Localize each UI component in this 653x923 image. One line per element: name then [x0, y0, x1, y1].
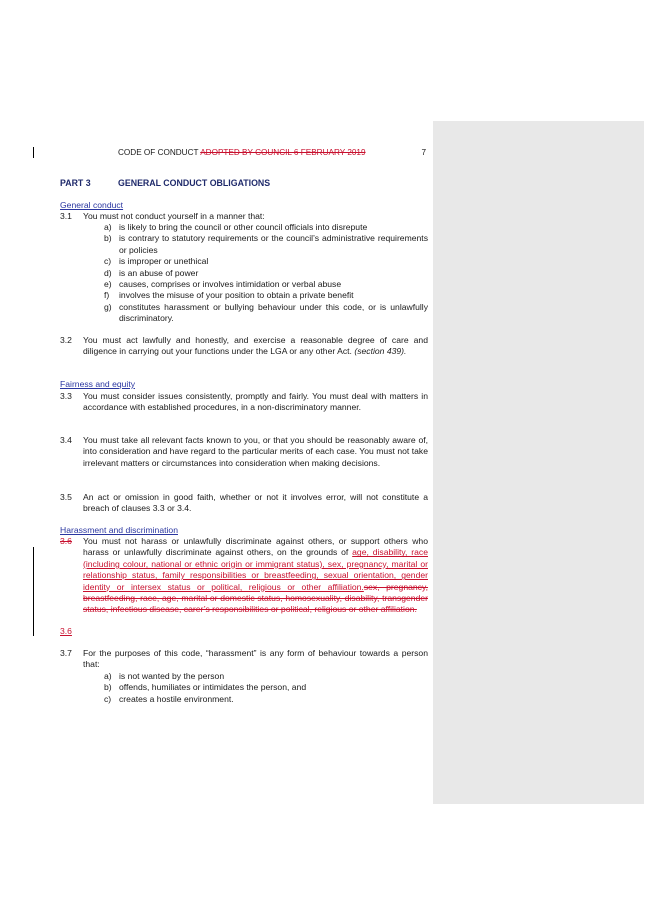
page-number: 7 — [421, 148, 426, 157]
list-general-conduct — [60, 222, 428, 325]
clause-3-5 — [60, 492, 428, 515]
clause-number-deleted: 3.6 — [60, 536, 72, 546]
section-reference: (section 439). — [354, 346, 407, 357]
part-title: GENERAL CONDUCT OBLIGATIONS — [118, 178, 271, 188]
part-number: PART 3 — [60, 178, 91, 188]
clause-number: 3.5 — [60, 492, 72, 502]
comment-pane — [433, 121, 644, 804]
clause-number: 3.7 — [60, 648, 72, 658]
list-harassment — [60, 671, 428, 705]
deleted-text: sex, pregnancy, breastfeeding, race, age, marital or domestic status, homosexuality, disability, transgender status, infectious disease, carer’s responsibilities or political, religious or other affiliation. — [83, 581, 429, 615]
clause-number: 3.2 — [60, 335, 72, 345]
clause-text: For the purposes of this code, “harassment” is any form of behaviour towards a person that: — [83, 648, 428, 670]
list-item: f) involves the misuse of your position to obtain a private benefit — [104, 290, 354, 301]
inserted-text: age, disability, race (including colour, national or ethnic origin or immigrant status), sex, pregnancy, marital or relationship status, family responsibilities or breastfeeding, sexual orientation, gender identity or intersex status or political, religious or other affiliation. — [83, 547, 428, 592]
list-item: a) is not wanted by the person — [104, 671, 225, 681]
clause-3-1 — [60, 211, 428, 222]
clause-text: You must consider issues consistently, promptly and fairly. You must deal with matters in accordance with established procedures, in a non-discriminatory manner. — [83, 391, 428, 413]
list-item: d) is an abuse of power — [104, 267, 199, 278]
clause-text: You must not conduct yourself in a manner that: — [83, 211, 265, 221]
change-bar-header — [33, 147, 34, 158]
change-bar-clause-3-6 — [33, 547, 34, 636]
clause-number: 3.1 — [60, 211, 72, 221]
list-item: b) offends, humiliates or intimidates the person, and — [104, 682, 307, 693]
list-item: b) is contrary to statutory requirements or the council’s administrative requirements or policies — [104, 233, 428, 255]
clause-text: You must take all relevant facts known to you, or that you should be reasonably aware of, into consideration and have regard to the particular merits of each case. You must not take irrelevant matters or circumstances into consideration when making decisions. — [83, 435, 428, 468]
list-item: a) is likely to bring the council or other council officials into disrepute — [104, 222, 368, 232]
list-item: g) constitutes harassment or bullying behaviour under this code, or is unlawfully discriminatory. — [104, 301, 428, 324]
list-item: c) creates a hostile environment. — [104, 693, 234, 704]
clause-3-4 — [60, 435, 428, 469]
list-item: e) causes, comprises or involves intimidation or verbal abuse — [104, 279, 342, 290]
header-deleted-text: ADOPTED BY COUNCIL 6 FEBRUARY 2019 — [200, 148, 366, 157]
clause-3-2 — [60, 335, 428, 358]
section-heading-harassment: Harassment and discrimination — [60, 525, 178, 535]
clause-text: An act or omission in good faith, whether or not it involves error, will not constitute a breach of clauses 3.3 or 3.4. — [83, 492, 428, 514]
part-heading — [60, 178, 271, 189]
header-title: CODE OF CONDUCT ADOPTED BY COUNCIL 6 FEBRUARY 2019 — [118, 148, 366, 157]
section-heading-general: General conduct — [60, 200, 124, 210]
clause-number-inserted: 3.6 — [60, 626, 72, 636]
clause-number: 3.4 — [60, 435, 72, 445]
clause-text: You must act lawfully and honestly, and exercise a reasonable degree of care and diligence in carrying out your functions under the LGA or any other Act. (section 439). — [83, 335, 428, 357]
clause-number: 3.3 — [60, 391, 72, 401]
clause-text: You must not harass or unlawfully discriminate against others, or support others who harass or unlawfully discriminate against others, on the grounds of age, disability, race (including colour, national or ethnic origin or immigrant status), sex, pregnancy, marital or relationship status, family responsibilities or breastfeeding, sexual orientation, gender identity or intersex status or political, religious or other affiliation.sex, pregnancy, breastfeeding, race, age, marital or domestic status, homosexuality, disability, transgender status, infectious disease, carer’s responsibilities or political, religious or other affiliation. — [83, 536, 429, 615]
list-item: c) is improper or unethical — [104, 256, 209, 267]
clause-3-3 — [60, 391, 428, 414]
clause-3-6 — [60, 536, 428, 616]
clause-3-7 — [60, 648, 428, 671]
section-heading-fairness: Fairness and equity — [60, 379, 135, 389]
page-header — [60, 147, 430, 159]
